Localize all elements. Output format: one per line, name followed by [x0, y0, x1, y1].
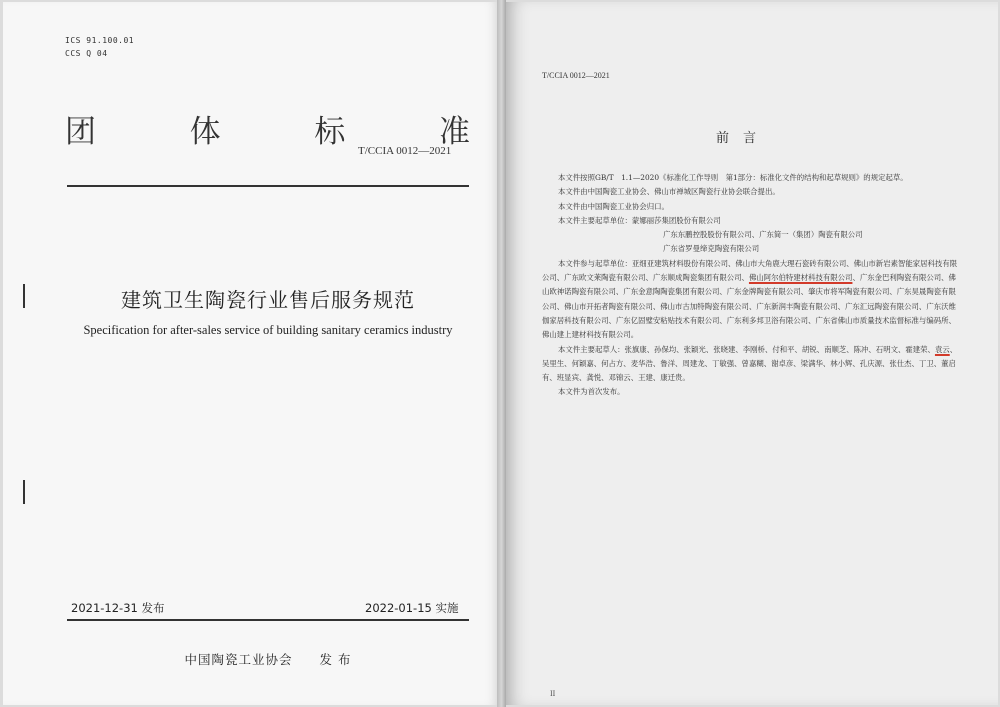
- page-header-standard-number: T/CCIA 0012—2021: [542, 71, 610, 80]
- issue-date: 2021-12-31 发布: [71, 601, 165, 615]
- title-chinese: 建筑卫生陶瓷行业售后服务规范: [121, 288, 415, 312]
- standard-type-char: 团: [65, 114, 96, 150]
- drafting-units-label: 本文件主要起草单位：: [558, 215, 632, 225]
- highlighted-company: 佛山阿尔伯特建材科技有限公司: [748, 273, 853, 283]
- foreword-paragraph: 本文件按照GB/T 1.1—2020《标准化工作导则 第1部分：标准化文件的结构和起草规则》的规定起草。: [558, 173, 908, 182]
- divider-top: [67, 185, 469, 187]
- foreword-paragraph: [542, 343, 960, 386]
- standard-type-char: 准: [438, 114, 470, 150]
- foreword-page: [506, 2, 998, 705]
- cover-page: [3, 2, 497, 705]
- ics-code: ICS 91.100.01: [65, 36, 135, 45]
- drafters-text: 本文件主要起草人：张旗康、孙保均、张颖光、张晓建、李刚桥、付和平、胡锐、南顺芝、陈冲、石明文、霍建荣、: [558, 344, 935, 354]
- ccs-code: CCS Q 04: [65, 49, 108, 58]
- foreword-paragraph: 本文件由中国陶瓷工业协会归口。: [558, 201, 669, 211]
- drafting-unit: 广东东鹏控股股份有限公司、广东简一（集团）陶瓷有限公司: [663, 230, 863, 240]
- foreword-paragraph: [542, 214, 960, 228]
- standard-type-char: 体: [189, 114, 221, 150]
- divider-bottom: [67, 619, 469, 621]
- margin-mark: [23, 284, 25, 308]
- title-english: Specification for after-sales service of building sanitary ceramics industry: [83, 323, 453, 337]
- participating-units-text: 、广东金巴利陶瓷有限公司、佛山欧神诺陶瓷有限公司、广东金意陶陶瓷集团有限公司、广东金牌陶瓷有限公司、肇庆市将军陶瓷有限公司、广东昊晟陶瓷有限公司、佛山市开拓者陶瓷有限公司、佛山市古加特陶瓷有限公司、广东新润丰陶瓷有限公司、广东汇远陶瓷有限公司、广东沃维伽家居科技有限公司、广东亿固璧安粘贴技术有限公司、广东利多邦卫浴有限公司、广东省佛山市质量技术监督标准与编码所、佛山建上建材科技有限公司。: [542, 273, 956, 340]
- foreword-paragraph: 本文件为首次发布。: [558, 387, 625, 397]
- standard-number: T/CCIA 0012—2021: [358, 145, 452, 157]
- book-gutter: [497, 0, 506, 707]
- foreword-heading: 前言: [716, 131, 771, 146]
- implementation-date: 2022-01-15 实施: [365, 601, 459, 615]
- participating-units-text: 本文件参与起草单位：亚细亚建筑材料股份有限公司、佛山市大角鹿大理石瓷砖有限公司、佛山市新岩素智能家居科技有限公司、广东欧文莱陶瓷有限公司、广东顺成陶瓷集团有限公司、: [542, 258, 958, 283]
- highlighted-drafter: 袁云: [934, 344, 950, 354]
- foreword-body: [542, 171, 960, 400]
- drafting-unit: 广东省罗曼缔克陶瓷有限公司: [663, 244, 760, 254]
- foreword-paragraph: 本文件由中国陶瓷工业协会、佛山市禅城区陶瓷行业协会联合提出。: [558, 187, 780, 197]
- margin-mark: [23, 480, 25, 504]
- drafting-unit: 蒙娜丽莎集团股份有限公司: [631, 215, 721, 225]
- foreword-paragraph: [542, 257, 960, 343]
- standard-type-char: 标: [314, 114, 346, 150]
- publisher: 中国陶瓷工业协会 发 布: [184, 652, 352, 667]
- page-number: II: [550, 689, 556, 698]
- drafters-text: 、吴里生、何颖嘉、何占方、麦华浩、鲁洋、周建龙、丁敏强、曾嘉糊、谢卓彦、梁满华、林小辉、孔庆源、张仕杰、丁卫、董启有、班显宾、龚悦、邓锦云、王建、康迁贵。: [542, 344, 958, 383]
